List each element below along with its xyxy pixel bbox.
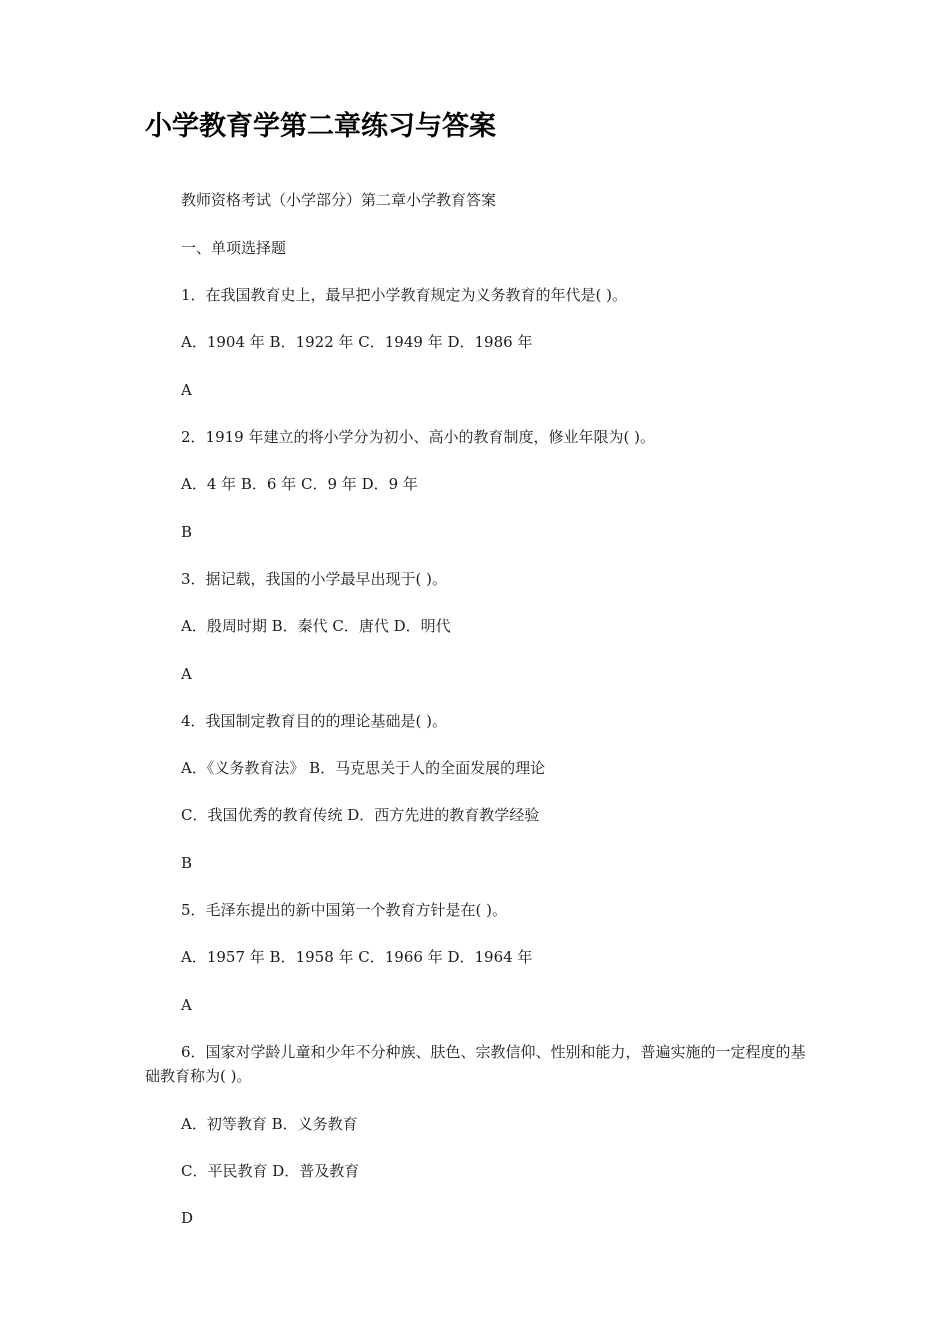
question-5-options: A．1957 年 B．1958 年 C．1966 年 D．1964 年 — [181, 948, 533, 966]
page-title: 小学教育学第二章练习与答案 — [145, 111, 496, 142]
question-4-answer: B — [181, 854, 193, 872]
question-1-answer: A — [181, 381, 192, 399]
question-3-options: A．殷周时期 B．秦代 C．唐代 D．明代 — [181, 617, 451, 635]
question-3-answer: A — [181, 665, 192, 683]
section-heading: 一、单项选择题 — [181, 239, 287, 257]
question-4-options-2: C．我国优秀的教育传统 D．西方先进的教育教学经验 — [181, 806, 540, 824]
question-5-answer: A — [181, 996, 192, 1014]
question-2-options: A．4 年 B．6 年 C．9 年 D．9 年 — [181, 475, 418, 493]
question-6: 6．国家对学龄儿童和少年不分种族、肤色、宗教信仰、性别和能力，普遍实施的一定程度的基础教育称为( )。 — [145, 1043, 806, 1085]
question-3: 3．据记载，我国的小学最早出现于( )。 — [181, 570, 448, 588]
question-6-answer: D — [181, 1209, 194, 1227]
question-4-options-1: A．《义务教育法》 B．马克思关于人的全面发展的理论 — [181, 759, 546, 777]
question-5: 5．毛泽东提出的新中国第一个教育方针是在( )。 — [181, 901, 508, 919]
question-1: 1．在我国教育史上，最早把小学教育规定为义务教育的年代是( )。 — [181, 286, 628, 304]
question-6-options-1: A．初等教育 B．义务教育 — [181, 1115, 358, 1133]
question-4: 4．我国制定教育目的的理论基础是( )。 — [181, 712, 448, 730]
question-1-options: A．1904 年 B．1922 年 C．1949 年 D．1986 年 — [181, 333, 533, 351]
question-6-options-2: C．平民教育 D．普及教育 — [181, 1162, 360, 1180]
subtitle: 教师资格考试（小学部分）第二章小学教育答案 — [181, 191, 497, 209]
question-2-answer: B — [181, 523, 193, 541]
question-2: 2．1919 年建立的将小学分为初小、高小的教育制度，修业年限为( )。 — [181, 428, 655, 446]
